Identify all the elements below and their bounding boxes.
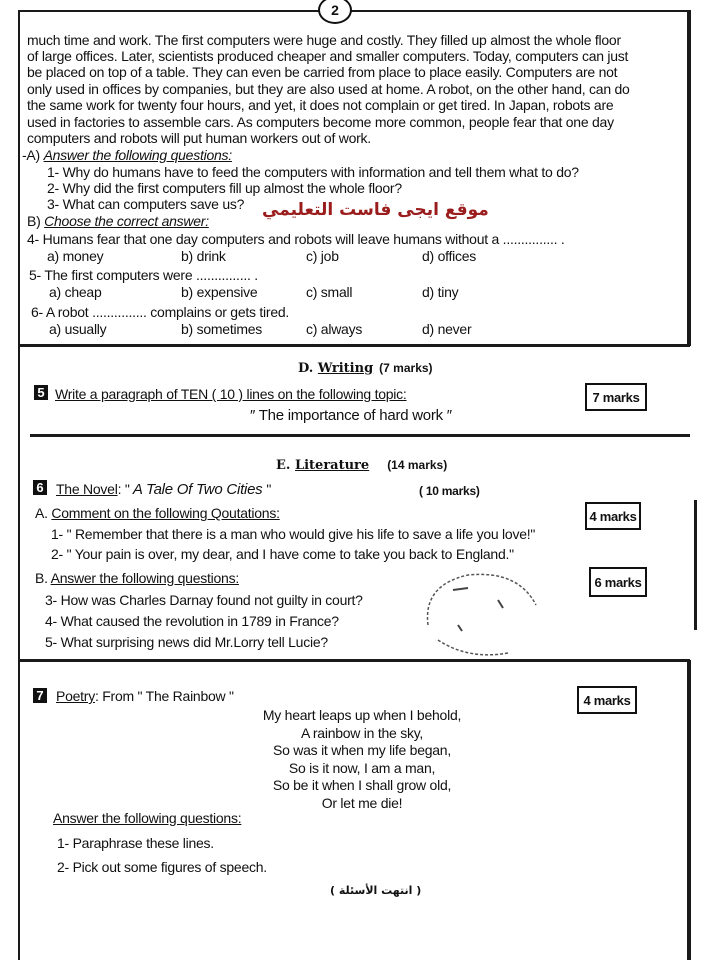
- quotation: 1- " Remember that there is a man who would give his life to save a life you love!": [51, 526, 536, 542]
- mcq-option: a) usually: [49, 321, 107, 337]
- mcq-option: d) offices: [422, 248, 477, 264]
- marks-box: 7 marks: [585, 383, 647, 411]
- poem-line: So be it when I shall grow old,: [272, 777, 452, 794]
- poetry-questions-heading: Answer the following questions:: [53, 810, 242, 826]
- marks-box: 6 marks: [589, 567, 647, 597]
- question: 2- Pick out some figures of speech.: [57, 859, 267, 875]
- mcq-option: b) sometimes: [181, 321, 263, 337]
- mcq-option: b) drink: [181, 248, 226, 264]
- right-border: [687, 10, 691, 346]
- page-number-text: 2: [331, 2, 339, 18]
- section-divider: [30, 434, 690, 437]
- passage-line: used in factories to assemble cars. As computers become more common, people fear that one day: [27, 114, 614, 130]
- part-a-prefix: A.: [35, 505, 52, 521]
- novel-line: [56, 481, 271, 498]
- passage-line: much time and work. The first computers were huge and costly. They filled up almost the whole floor: [27, 32, 621, 48]
- watermark-text: موقع ايجى فاست التعليمي: [262, 200, 489, 220]
- poetry-label: Poetry: [56, 688, 95, 704]
- poetry-source: : From " The Rainbow ": [94, 688, 234, 704]
- mcq-option: c) always: [306, 321, 363, 337]
- question: 3- What can computers save us?: [47, 196, 245, 212]
- question-number-badge: 5: [34, 385, 48, 400]
- poem-line: My heart leaps up when I behold,: [262, 707, 462, 723]
- writing-title: Writing: [317, 361, 374, 376]
- question-number-badge: 7: [33, 688, 47, 703]
- quotation: 2- " Your pain is over, my dear, and I have come to take you back to England.": [51, 546, 514, 562]
- poem-line: So is it now, I am a man,: [288, 759, 436, 776]
- writing-instruction: Write a paragraph of TEN ( 10 ) lines on the following topic:: [55, 386, 407, 402]
- novel-title: A Tale Of Two Cities: [129, 481, 267, 498]
- passage-line: of large offices. Later, scientists produced cheaper and smaller computers. Today, computers can just: [27, 48, 629, 64]
- mcq-option: a) money: [47, 248, 104, 264]
- part-b-prefix: B.: [35, 570, 51, 586]
- mcq-option: c) small: [306, 284, 353, 300]
- mcq-question: 4- Humans fear that one day computers and robots will leave humans without a ............... .: [27, 231, 565, 247]
- poem-line: So was it when my life began,: [273, 742, 451, 759]
- question-number-badge: 6: [33, 480, 47, 495]
- question: 3- How was Charles Darnay found not guilty in court?: [45, 592, 363, 608]
- marks-box: 4 marks: [585, 502, 641, 530]
- passage-line: be placed on top of a table. They can even be carried from place to place easily. Computers are not: [27, 64, 618, 80]
- question: 1- Why do humans have to feed the computers with information and tell them what to do?: [47, 164, 579, 180]
- part-a-literature: [35, 505, 280, 521]
- literature-title: Literature: [294, 458, 370, 473]
- poetry-heading: [56, 688, 234, 704]
- section-divider: [20, 344, 690, 347]
- novel-colon: : ": [117, 481, 130, 497]
- literature-prefix: E.: [276, 458, 295, 473]
- part-b-title: Answer the following questions:: [50, 570, 239, 586]
- part-b-heading: [27, 213, 209, 229]
- writing-section-title: [298, 361, 433, 376]
- passage-line: only used in offices by companies, but they are also used at home. A robot, on the other hand, can do: [27, 81, 630, 97]
- right-border-lower: [687, 660, 691, 960]
- part-a-heading: [22, 147, 232, 163]
- mcq-option: c) job: [306, 248, 339, 264]
- top-border: [18, 10, 690, 12]
- writing-marks: (7 marks): [379, 361, 433, 375]
- part-a-prefix: -A): [22, 147, 44, 163]
- poem-line: Or let me die!: [321, 794, 403, 811]
- question: 2- Why did the first computers fill up almost the whole floor?: [47, 180, 402, 196]
- novel-label: The Novel: [56, 481, 118, 497]
- writing-prefix: D.: [298, 361, 318, 376]
- page-number: [318, 0, 352, 24]
- left-border: [18, 10, 20, 960]
- question: 1- Paraphrase these lines.: [57, 835, 214, 851]
- part-b-title: Choose the correct answer:: [44, 213, 209, 229]
- part-a-title: Comment on the following Qoutations:: [51, 505, 280, 521]
- literature-marks: (14 marks): [387, 458, 448, 472]
- mcq-question: 5- The first computers were ............... .: [29, 267, 258, 283]
- question: 5- What surprising news did Mr.Lorry tell Lucie?: [45, 634, 328, 650]
- mcq-option: d) never: [422, 321, 472, 337]
- passage-line: the same work for twenty four hours, and yet, it does not complain or get tired. In Japan, robots are: [27, 97, 614, 113]
- poem: [202, 707, 522, 813]
- section-divider: [20, 659, 690, 662]
- right-border-mid: [694, 500, 697, 630]
- mcq-option: d) tiny: [422, 284, 459, 300]
- novel-close: ": [266, 481, 272, 497]
- end-note: ( انتهت الأسئلة ): [330, 884, 422, 897]
- passage-line: computers and robots will put human workers out of work.: [27, 130, 371, 146]
- mcq-option: b) expensive: [181, 284, 258, 300]
- mcq-option: a) cheap: [49, 284, 102, 300]
- question: 4- What caused the revolution in 1789 in France?: [45, 613, 339, 629]
- novel-marks: ( 10 marks): [419, 484, 480, 498]
- writing-topic: ″ The importance of hard work ″: [250, 407, 452, 424]
- part-b-literature: [35, 570, 239, 586]
- poem-line: A rainbow in the sky,: [300, 724, 424, 741]
- part-b-prefix: B): [27, 213, 45, 229]
- mcq-question: 6- A robot ............... complains or gets tired.: [31, 304, 290, 320]
- literature-section-title: [276, 458, 447, 473]
- marks-box: 4 marks: [577, 686, 637, 714]
- part-a-title: Answer the following questions:: [43, 147, 232, 163]
- stamp-icon: [418, 565, 548, 665]
